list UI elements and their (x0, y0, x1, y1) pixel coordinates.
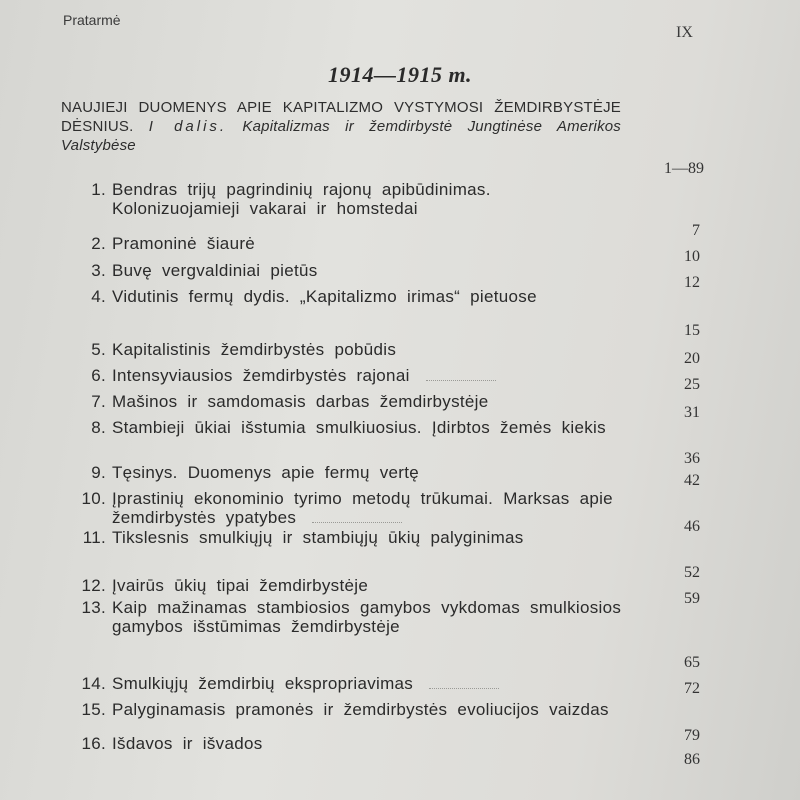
dot-leader (312, 521, 402, 523)
toc-entry-page: 79 (684, 727, 700, 744)
part-subtitle: Kapitalizmas ir žemdirbystė Jungtinėse Amerikos Valstybėse (61, 118, 622, 154)
toc-entry-title: Išdavos ir išvados (112, 734, 263, 753)
toc-entry-number: 6. (91, 366, 106, 385)
toc-entry-page: 31 (684, 404, 700, 421)
toc-entry-title: Palyginamasis pramonės ir žemdirbystės evoliucijos vaizdas (112, 700, 609, 719)
toc-entry-page: 25 (684, 376, 700, 393)
toc-entry-title: Kaip mažinamas stambiosios gamybos vykdomas smulkiosios gamybos išstūmimas žemdirbystėje (112, 598, 622, 636)
toc-entry-title: Intensyviausios žemdirbystės rajonai (112, 366, 410, 385)
toc-entry-page: 72 (684, 680, 700, 697)
page-number-folio: IX (676, 24, 693, 41)
toc-entry-title: Bendras trijų pagrindinių rajonų apibūdinimas. Kolonizuojamieji vakarai ir homstedai (112, 180, 491, 218)
toc-entry-page: 59 (684, 590, 700, 607)
toc-entry-page: 10 (684, 248, 700, 265)
toc-entry-number: 5. (91, 340, 106, 359)
toc-entry-page: 42 (684, 472, 700, 489)
toc-entry-number: 12. (81, 576, 106, 595)
part-heading-caps: NAUJIEJI DUOMENYS APIE KAPITALIZMO VYSTYMOSI ŽEMDIRBYSTĖJE DĖSNIUS. (61, 99, 621, 135)
toc-entry-page: 12 (684, 274, 700, 291)
toc-entry-page: 46 (684, 518, 700, 535)
toc-entry-number: 13. (81, 598, 106, 617)
section-title: 1914—1915 m. (327, 62, 473, 87)
toc-entry-number: 4. (91, 287, 106, 306)
toc-entry-title: Tikslesnis smulkiųjų ir stambiųjų ūkių palyginimas (112, 528, 524, 547)
toc-entry (91, 418, 622, 437)
toc-entry-title: Stambieji ūkiai išstumia smulkiuosius. Įdirbtos žemės kiekis (112, 418, 606, 437)
toc-entry (81, 700, 622, 719)
toc-entry-number: 11. (82, 528, 106, 547)
toc-entry-page: 36 (684, 450, 700, 467)
toc-entry-number: 1. (91, 180, 106, 199)
toc-entry-number: 3. (91, 261, 106, 280)
toc-entry-title: Įvairūs ūkių tipai žemdirbystėje (112, 576, 369, 595)
toc-entry (91, 340, 622, 359)
toc-entry (81, 576, 622, 595)
toc-entry (91, 261, 622, 280)
toc-entry (81, 674, 622, 693)
toc-entry-number: 2. (91, 234, 106, 253)
toc-entry-number: 15. (81, 700, 106, 719)
toc-entry-number: 10. (81, 489, 106, 508)
toc-entry-page: 52 (684, 564, 700, 581)
toc-entry-number: 8. (91, 418, 106, 437)
part-page-range: 1—89 (664, 160, 704, 177)
toc-entry-page: 65 (684, 654, 700, 671)
toc-entry (81, 598, 622, 636)
toc-entry-page: 86 (684, 751, 700, 768)
toc-entry-title: Tęsinys. Duomenys apie fermų vertę (112, 463, 420, 482)
toc-entry (91, 392, 622, 411)
toc-entry (91, 287, 622, 306)
toc-entry (91, 463, 622, 482)
toc-entry (91, 234, 622, 253)
toc-entry (81, 734, 622, 753)
toc-entry-number: 7. (91, 392, 106, 411)
toc-entry-page: 20 (684, 350, 700, 367)
toc-entry-title: Įprastinių ekonominio tyrimo metodų trūkumai. Marksas apie žemdirbystės ypatybes (112, 489, 613, 527)
dot-leader (426, 379, 496, 381)
toc-entry-title: Buvę vergvaldiniai pietūs (112, 261, 318, 280)
toc-entry-title: Pramoninė šiaurė (112, 234, 256, 253)
toc-entry (82, 528, 622, 547)
toc-entry (91, 180, 622, 218)
toc-entry-number: 14. (81, 674, 106, 693)
toc-entry (81, 489, 622, 527)
toc-entry (91, 366, 622, 385)
toc-entry-number: 9. (91, 463, 106, 482)
toc-entry-page: 15 (684, 322, 700, 339)
toc-entry-title: Vidutinis fermų dydis. „Kapitalizmo irimas“ pietuose (112, 287, 537, 306)
toc-entry-page: 7 (692, 222, 700, 239)
toc-entry-number: 16. (81, 734, 106, 753)
toc-entry-title: Smulkiųjų žemdirbių ekspropriavimas (112, 674, 414, 693)
running-head: Pratarmė (63, 12, 121, 28)
toc-entry-title: Mašinos ir samdomasis darbas žemdirbystėje (112, 392, 489, 411)
toc-entry-title: Kapitalistinis žemdirbystės pobūdis (112, 340, 397, 359)
dot-leader (429, 687, 499, 689)
part-label: I dalis. (148, 118, 228, 135)
